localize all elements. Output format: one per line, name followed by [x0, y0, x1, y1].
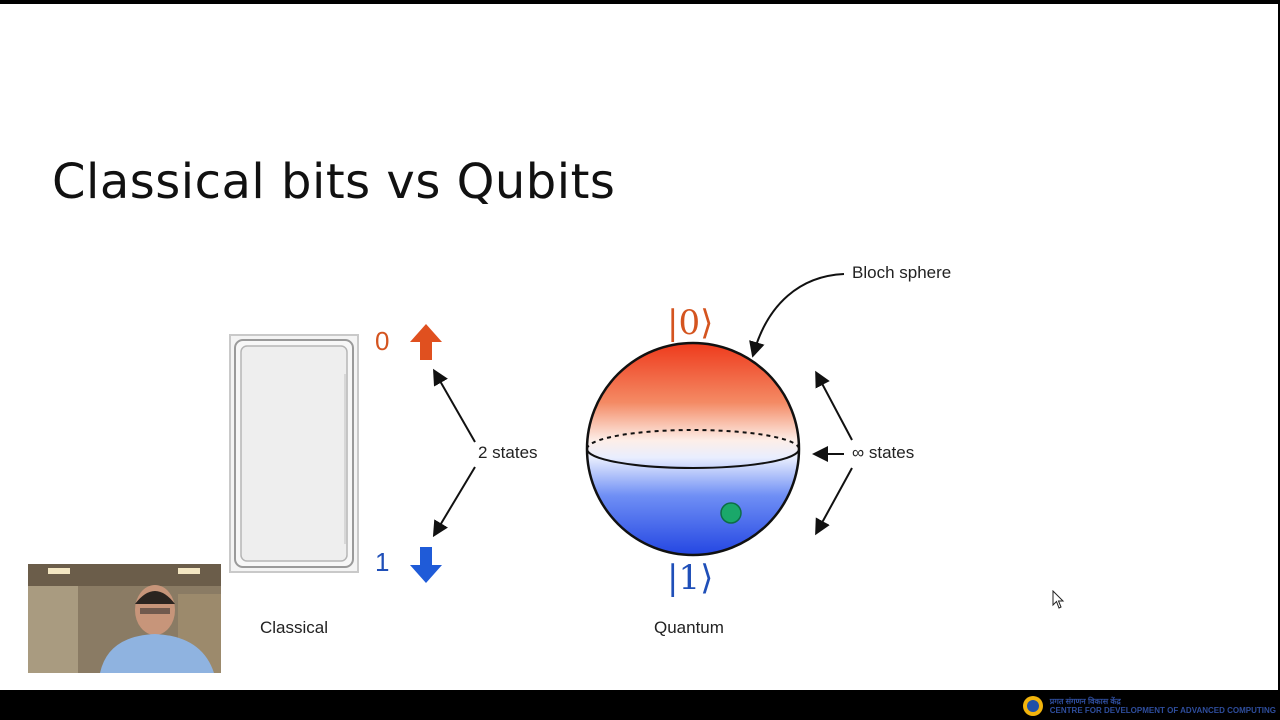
infinite-states-pointer-arrows [800, 364, 860, 544]
slide-title: Classical bits vs Qubits [52, 154, 616, 210]
quantum-caption: Quantum [654, 618, 724, 637]
arrow-up-icon [407, 322, 445, 362]
bit-zero-label: 0 [375, 326, 390, 356]
two-states-label: 2 states [478, 443, 538, 462]
presenter-webcam [28, 564, 221, 673]
classical-caption: Classical [260, 618, 329, 637]
arrow-down-icon [407, 545, 445, 585]
mouse-cursor-icon [1052, 590, 1066, 610]
bit-one-label: 1 [375, 547, 390, 577]
cdac-hindi-name: प्रगत संगणन विकास केंद्र [1049, 697, 1121, 706]
presenter-video-frame [28, 564, 221, 673]
cdac-branding [1022, 695, 1276, 717]
infinite-states-label: ∞ states [852, 443, 915, 462]
bloch-sphere-label: Bloch sphere [852, 263, 952, 282]
bloch-curved-arrow [740, 264, 860, 364]
bloch-sphere [580, 340, 810, 560]
cdac-logo-icon [1022, 695, 1044, 717]
qubit-state-point [718, 500, 744, 526]
light-switch [229, 334, 361, 574]
ket-one-label: |1⟩ [667, 558, 714, 598]
ket-zero-label: |0⟩ [667, 303, 714, 343]
cdac-english-name: CENTRE FOR DEVELOPMENT OF ADVANCED COMPUTING [1049, 706, 1276, 715]
